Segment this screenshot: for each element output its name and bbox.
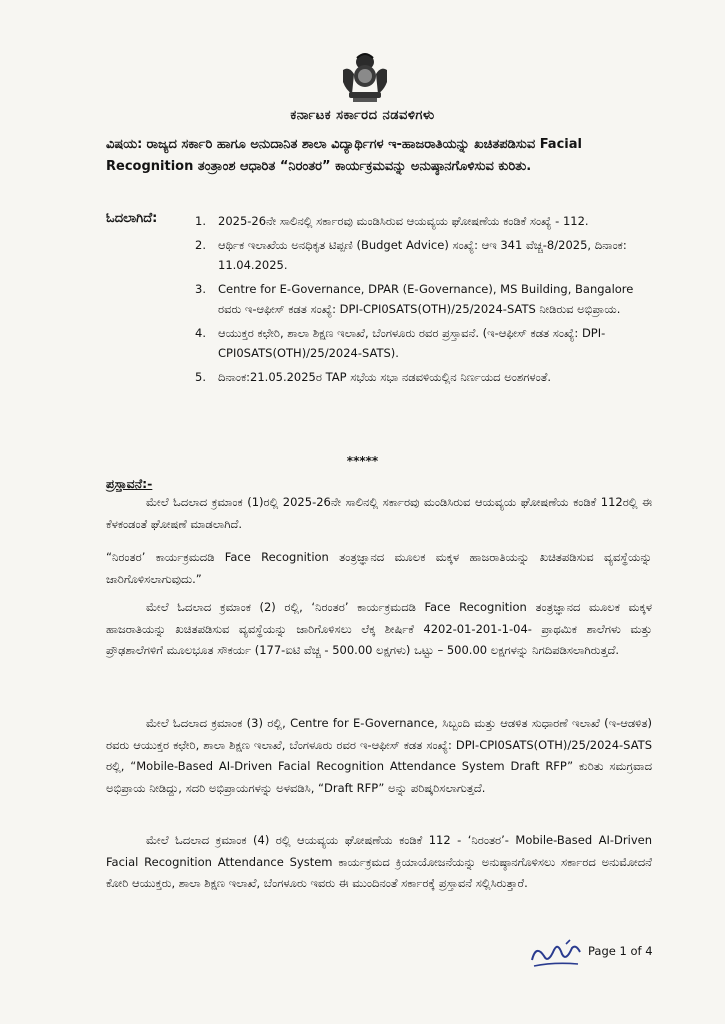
reference-text: ಆರ್ಥಿಕ ಇಲಾಖೆಯ ಅನಧಿಕೃತ ಟಿಪ್ಪಣಿ (Budget Advice) ಸಂಖ್ಯೆ: ಆಇ 341 ವೆಚ್ಚ-8/2025, ದಿನಾಂಕ: 11.04.2025.	[218, 238, 627, 272]
preamble-paragraph: ಮೇಲೆ ಓದಲಾದ ಕ್ರಮಾಂಕ (1)ರಲ್ಲಿ 2025-26ನೇ ಸಾಲಿನಲ್ಲಿ ಸರ್ಕಾರವು ಮಂಡಿಸಿರುವ ಆಯವ್ಯಯ ಘೋಷಣೆಯ ಕಂಡಿಕೆ 112ರಲ್ಲಿ ಈ ಕೆಳಕಂಡಂತೆ ಘೋಷಣೆ ಮಾಡಲಾಗಿದೆ.	[106, 495, 652, 531]
reference-text: Centre for E-Governance, DPAR (E-Governance), MS Building, Bangalore ರವರು ಇ-ಆಫೀಸ್ ಕಡತ ಸಂಖ್ಯೆ: DPI-CPI0SATS(OTH)/25/2024-SATS ನೀಡಿರುವ ಅಭಿಪ್ರಾಯ.	[218, 282, 634, 316]
page-title: ಕರ್ನಾಟಕ ಸರ್ಕಾರದ ನಡವಳಿಗಳು	[290, 108, 435, 123]
reference-number: 2.	[195, 238, 206, 252]
section-separator: *****	[346, 454, 379, 468]
reference-text: ದಿನಾಂಕ:21.05.2025ರ TAP ಸಭೆಯ ಸಭಾ ನಡವಳಿಯಲ್ಲಿನ ನಿರ್ಣಯದ ಅಂಶಗಳಂತೆ.	[218, 370, 551, 384]
reference-item	[195, 367, 650, 387]
reference-number: 4.	[195, 326, 206, 340]
subject-text: ರಾಜ್ಯದ ಸರ್ಕಾರಿ ಹಾಗೂ ಅನುದಾನಿತ ಶಾಲಾ ವಿದ್ಯಾರ್ಥಿಗಳ ಇ-ಹಾಜರಾತಿಯನ್ನು ಖಚಿತಪಡಿಸುವ Facial Recognition ತಂತ್ರಾಂಶ ಆಧಾರಿತ “ನಿರಂತರ” ಕಾರ್ಯಕ್ರಮವನ್ನು ಅನುಷ್ಠಾನಗೊಳಿಸುವ ಕುರಿತು.	[106, 137, 582, 174]
reference-text: ಆಯುಕ್ತರ ಕಛೇರಿ, ಶಾಲಾ ಶಿಕ್ಷಣ ಇಲಾಖೆ, ಬೆಂಗಳೂರು ರವರ ಪ್ರಸ್ತಾವನೆ. (ಇ-ಆಫೀಸ್ ಕಡತ ಸಂಖ್ಯೆ: DPI-CPI0SATS(OTH)/25/2024-SATS).	[218, 326, 606, 360]
reference-text: 2025-26ನೇ ಸಾಲಿನಲ್ಲಿ ಸರ್ಕಾರವು ಮಂಡಿಸಿರುವ ಆಯವ್ಯಯ ಘೋಷಣೆಯ ಕಂಡಿಕೆ ಸಂಖ್ಯೆ - 112.	[218, 214, 589, 228]
reference-item	[195, 279, 650, 319]
preamble-paragraph: ಮೇಲೆ ಓದಲಾದ ಕ್ರಮಾಂಕ (3) ರಲ್ಲಿ, Centre for E-Governance, ಸಿಬ್ಬಂದಿ ಮತ್ತು ಆಡಳಿತ ಸುಧಾರಣೆ ಇಲಾಖೆ (ಇ-ಆಡಳಿತ) ರವರು ಆಯುಕ್ತರ ಕಛೇರಿ, ಶಾಲಾ ಶಿಕ್ಷಣ ಇಲಾಖೆ, ಬೆಂಗಳೂರು ರವರ ಇ-ಆಫೀಸ್ ಕಡತ ಸಂಖ್ಯೆ: DPI-CPI0SATS(OTH)/25/2024-SATS ರಲ್ಲಿ, “Mobile-Based AI-Driven Facial Recognition Attendance System Draft RFP” ಕುರಿತು ಸಮಗ್ರವಾದ ಅಭಿಪ್ರಾಯ ನೀಡಿದ್ದು, ಸದರಿ ಅಭಿಪ್ರಾಯಗಳನ್ನು ಅಳವಡಿಸಿ, “Draft RFP” ಅನ್ನು ಪರಿಷ್ಕರಿಸಲಾಗುತ್ತದೆ.	[106, 716, 652, 795]
subject-label: ವಿಷಯ:	[106, 137, 143, 152]
subject-block	[106, 134, 654, 178]
signature-icon	[526, 938, 584, 972]
preamble-quote: “ನಿರಂತರ’ ಕಾರ್ಯಕ್ರಮದಡಿ Face Recognition ತಂತ್ರಜ್ಞಾನದ ಮೂಲಕ ಮಕ್ಕಳ ಹಾಜರಾತಿಯನ್ನು ಖಚಿತಪಡಿಸುವ ವ್ಯವಸ್ಥೆಯನ್ನು ಜಾರಿಗೊಳಿಸಲಾಗುವುದು.”	[106, 550, 652, 586]
reference-item	[195, 323, 650, 363]
references-list	[195, 211, 650, 391]
references-label: ಓದಲಾಗಿದೆ:	[106, 211, 158, 226]
preamble-paragraph: ಮೇಲೆ ಓದಲಾದ ಕ್ರಮಾಂಕ (2) ರಲ್ಲಿ, ‘ನಿರಂತರ’ ಕಾರ್ಯಕ್ರಮದಡಿ Face Recognition ತಂತ್ರಜ್ಞಾನದ ಮೂಲಕ ಮಕ್ಕಳ ಹಾಜರಾತಿಯನ್ನು ಖಚಿತಪಡಿಸುವ ವ್ಯವಸ್ಥೆಯನ್ನು ಜಾರಿಗೊಳಿಸಲು ಲೆಕ್ಕ ಶೀರ್ಷಿಕೆ 4202-01-201-1-04- ಪ್ರಾಥಮಿಕ ಶಾಲೆಗಳು ಮತ್ತು ಪ್ರೌಢಶಾಲೆಗಳಿಗೆ ಮೂಲಭೂತ ಸೌಕರ್ಯ (177-ಐಟಿ ವೆಚ್ಚ - 500.00 ಲಕ್ಷಗಳು) ಒಟ್ಟು – 500.00 ಲಕ್ಷಗಳನ್ನು ನಿಗದಿಪಡಿಸಲಾಗಿರುತ್ತದೆ.	[106, 600, 652, 657]
reference-item	[195, 211, 650, 231]
preamble-paragraph: ಮೇಲೆ ಓದಲಾದ ಕ್ರಮಾಂಕ (4) ರಲ್ಲಿ ಆಯವ್ಯಯ ಘೋಷಣೆಯ ಕಂಡಿಕೆ 112 - ‘ನಿರಂತರ’- Mobile-Based AI-Driven Facial Recognition Attendance System ಕಾರ್ಯಕ್ರಮದ ಕ್ರಿಯಾಯೋಜನೆಯನ್ನು ಅನುಷ್ಠಾನಗೊಳಿಸಲು ಸರ್ಕಾರದ ಅನುಮೋದನೆ ಕೋರಿ ಆಯುಕ್ತರು, ಶಾಲಾ ಶಿಕ್ಷಣ ಇಲಾಖೆ, ಬೆಂಗಳೂರು ಇವರು ಈ ಮುಂದಿನಂತೆ ಸರ್ಕಾರಕ್ಕೆ ಪ್ರಸ್ತಾವನೆ ಸಲ್ಲಿಸಿರುತ್ತಾರೆ.	[106, 833, 652, 890]
reference-number: 5.	[195, 370, 206, 384]
government-emblem-icon	[337, 50, 393, 104]
reference-number: 1.	[195, 214, 206, 228]
reference-item	[195, 235, 650, 275]
reference-number: 3.	[195, 282, 206, 296]
preamble-title: ಪ್ರಸ್ತಾವನೆ:-	[106, 476, 153, 491]
page-number: Page 1 of 4	[588, 944, 653, 958]
